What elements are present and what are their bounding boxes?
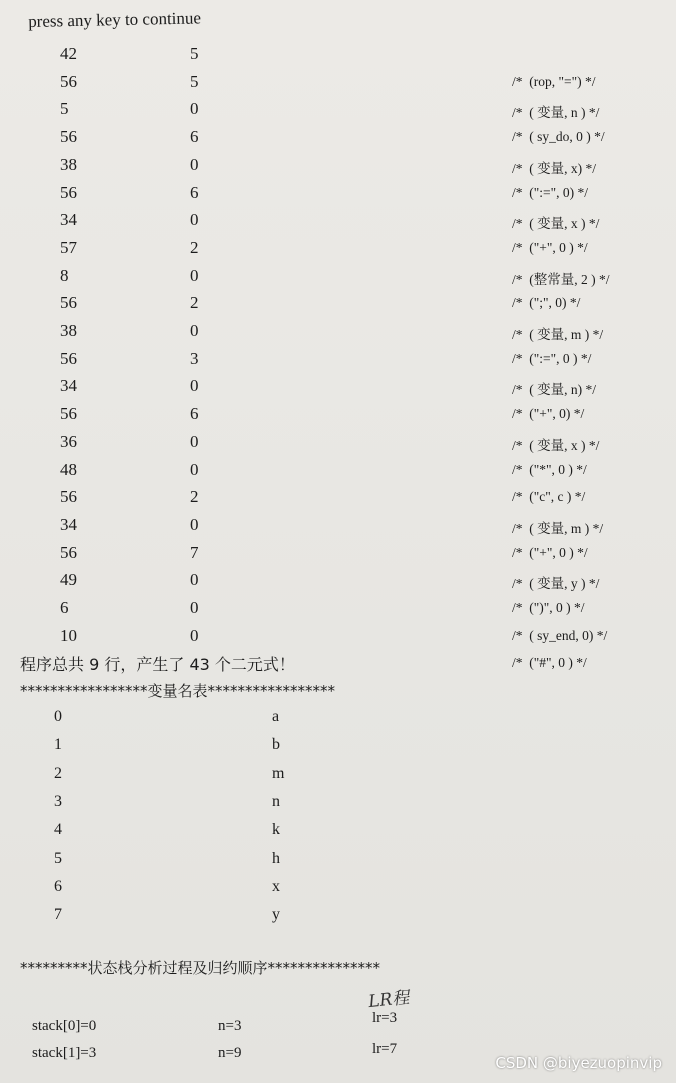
variable-index: 6 xyxy=(54,877,62,895)
stack-lr-value: lr=3 xyxy=(372,1010,398,1026)
quad-row xyxy=(0,543,676,567)
quad-row xyxy=(0,376,676,400)
quad-value: 5 xyxy=(190,44,199,63)
quad-value: 0 xyxy=(190,265,199,285)
quad-row xyxy=(0,210,676,234)
quad-value: 0 xyxy=(190,570,199,590)
quad-code: 56 xyxy=(60,542,77,562)
quad-comment: /* ( sy_do, 0 ) */ xyxy=(512,129,605,145)
quad-row xyxy=(0,460,676,484)
quad-comment: /* ( 变量, x ) */ xyxy=(512,437,600,453)
variable-name: k xyxy=(272,821,280,839)
watermark: CSDN @biyezuopinvip xyxy=(495,1054,662,1072)
quad-value: 2 xyxy=(190,293,199,313)
quad-row xyxy=(0,570,676,594)
quad-value: 2 xyxy=(190,487,199,507)
quad-value: 0 xyxy=(190,514,199,534)
variable-index: 4 xyxy=(54,821,62,839)
quad-comment: /* ("+", 0 ) */ xyxy=(512,239,588,255)
quad-comment: /* ( sy_end, 0) */ xyxy=(512,627,608,643)
quad-code: 6 xyxy=(60,598,69,617)
quad-row xyxy=(0,266,676,290)
quad-row xyxy=(0,321,676,345)
handwritten-note: LR程 xyxy=(367,987,411,1013)
quad-code: 56 xyxy=(60,404,77,424)
variable-row xyxy=(0,765,676,791)
stack-n-value: n=3 xyxy=(218,1018,242,1034)
quad-row xyxy=(0,44,676,68)
variable-row xyxy=(0,793,676,819)
quad-row xyxy=(0,238,676,262)
quad-value: 0 xyxy=(190,459,199,479)
quad-code: 5 xyxy=(60,99,69,119)
quad-code: 34 xyxy=(60,210,77,230)
quad-row xyxy=(0,155,676,179)
quad-comment: /* ( 变量, n ) */ xyxy=(512,105,600,121)
quad-code: 56 xyxy=(60,348,77,368)
variable-index: 2 xyxy=(54,764,62,782)
variable-name: a xyxy=(272,708,280,725)
quad-comment: /* (整常量, 2 ) */ xyxy=(512,271,610,287)
stack-n-value: n=9 xyxy=(218,1045,242,1061)
quad-comment: /* ( 变量, x) */ xyxy=(512,160,596,176)
quad-comment: /* ( 变量, n) */ xyxy=(512,382,596,398)
console-header: press any key to continue xyxy=(28,8,202,31)
quad-code: 56 xyxy=(60,182,77,202)
quad-comment: /* ( 变量, x ) */ xyxy=(512,216,600,232)
quad-value: 0 xyxy=(190,99,199,119)
quad-row xyxy=(0,183,676,207)
quad-comment: /* ("*", 0 ) */ xyxy=(512,461,587,477)
quad-row xyxy=(0,598,676,622)
variable-name: b xyxy=(272,736,280,754)
quad-code: 42 xyxy=(60,44,77,63)
quad-value: 5 xyxy=(190,71,199,91)
variable-name: h xyxy=(272,849,280,867)
variable-row xyxy=(0,821,676,847)
quad-code: 56 xyxy=(60,293,77,313)
quad-comment: /* (":=", 0) */ xyxy=(512,184,589,200)
quad-row xyxy=(0,487,676,511)
quad-comment: /* (";", 0) */ xyxy=(512,295,581,311)
variable-index: 5 xyxy=(54,849,62,867)
variable-row xyxy=(0,878,676,904)
variable-row xyxy=(0,736,676,762)
quad-row xyxy=(0,515,676,539)
quad-row xyxy=(0,626,676,650)
quad-value: 0 xyxy=(190,210,199,230)
quad-row xyxy=(0,432,676,456)
variable-name: y xyxy=(272,906,280,924)
quad-row xyxy=(0,349,676,373)
quad-value: 0 xyxy=(190,625,199,645)
quad-row xyxy=(0,127,676,151)
quad-comment: /* ("+", 0 ) */ xyxy=(512,544,588,560)
quad-value: 3 xyxy=(190,348,199,368)
variable-index: 0 xyxy=(54,708,62,725)
quad-value: 0 xyxy=(190,431,199,451)
quad-code: 48 xyxy=(60,459,77,479)
quad-code: 57 xyxy=(60,237,77,257)
quad-value: 0 xyxy=(190,598,199,617)
quad-value: 0 xyxy=(190,154,199,174)
quad-value: 6 xyxy=(190,404,199,424)
quad-value: 2 xyxy=(190,237,199,257)
variable-name: n xyxy=(272,792,280,810)
variable-row xyxy=(0,708,676,734)
quad-code: 56 xyxy=(60,487,77,507)
quad-value: 0 xyxy=(190,321,199,340)
variable-name: x xyxy=(272,877,280,895)
quad-comment: /* ( 变量, y ) */ xyxy=(512,576,600,592)
quad-code: 8 xyxy=(60,265,69,285)
quad-row xyxy=(0,404,676,428)
quad-comment: /* ( 变量, m ) */ xyxy=(512,520,604,536)
quad-value: 7 xyxy=(190,542,199,562)
variable-index: 3 xyxy=(54,792,62,810)
quad-code: 34 xyxy=(60,514,77,534)
quad-code: 38 xyxy=(60,154,77,174)
quad-value: 6 xyxy=(190,182,199,202)
quad-comment: /* ( 变量, m ) */ xyxy=(512,327,604,342)
quad-value: 0 xyxy=(190,376,199,396)
quad-comment: /* (rop, "=") */ xyxy=(512,73,596,89)
quad-comment: /* (":=", 0 ) */ xyxy=(512,350,592,366)
stack-entry: stack[0]=0 xyxy=(32,1018,97,1034)
quad-code: 56 xyxy=(60,127,77,147)
variable-name: m xyxy=(272,764,285,782)
quad-code: 49 xyxy=(60,570,77,590)
quad-code: 10 xyxy=(60,625,77,645)
quad-comment: /* (")", 0 ) */ xyxy=(512,600,585,615)
variable-row xyxy=(0,850,676,876)
variable-table-banner: *****************变量名表***************** xyxy=(20,682,336,700)
variable-index: 1 xyxy=(54,736,62,754)
quad-value: 6 xyxy=(190,127,199,147)
quad-code: 36 xyxy=(60,431,77,451)
quad-code: 56 xyxy=(60,71,77,91)
stack-analysis-banner: *********状态栈分析过程及归约顺序*************** xyxy=(20,959,381,977)
stack-lr-value: lr=7 xyxy=(372,1041,398,1057)
quad-comment: /* ("+", 0) */ xyxy=(512,406,585,422)
variable-row xyxy=(0,906,676,932)
quad-row xyxy=(0,99,676,123)
quad-row xyxy=(0,293,676,317)
quad-code: 38 xyxy=(60,321,77,340)
quad-row xyxy=(0,72,676,96)
summary-line: 程序总共 9 行，产生了 43 个二元式！ xyxy=(20,655,295,674)
quad-code: 34 xyxy=(60,376,77,396)
quad-comment: /* ("c", c ) */ xyxy=(512,489,586,505)
quad-comment: /* ("#", 0 ) */ xyxy=(512,655,587,671)
variable-index: 7 xyxy=(54,906,62,924)
stack-entry: stack[1]=3 xyxy=(32,1045,97,1061)
stack-row xyxy=(0,1010,676,1042)
